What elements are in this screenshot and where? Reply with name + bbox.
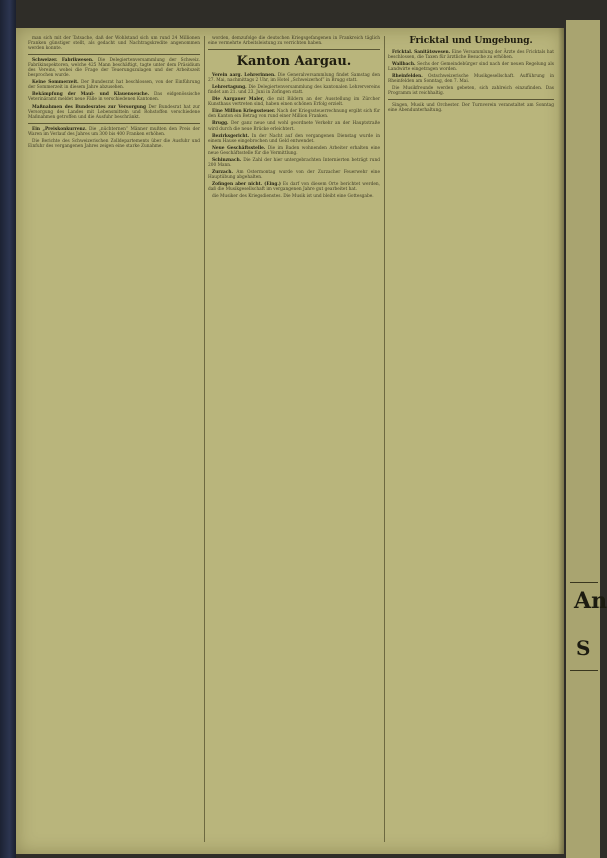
paragraph: [28, 58, 200, 78]
paragraph-heading: Schweizer. Fabrikwesen.: [32, 58, 94, 64]
paragraph-text: Die Delegiertenversammlung der Schweiz. Fabrikinspektoren, welche 425 Mann beschäftigt, tagte unter dem Präsidium des Vereins, wobei die Frage der Teuerungszulagen und der Arbeitszeit besprochen wurde.: [28, 58, 200, 79]
paragraph: [208, 158, 380, 168]
divider: [208, 49, 380, 50]
paragraph-heading: Keine Sommerzeit.: [32, 80, 79, 86]
section-title: Fricktal und Umgebung.: [409, 36, 533, 46]
paragraph-heading: Maßnahmen des Bundesrates zur Versorgung: [32, 104, 146, 110]
paragraph-text: Der Bundesrat hat beschlossen, von der Einführung der Sommerzeit in diesem Jahre abzusehen.: [28, 80, 201, 91]
paragraph: [208, 85, 380, 95]
newspaper-page: [16, 28, 564, 854]
paragraph-heading: Schinznach.: [212, 157, 242, 163]
paragraph-text: Die Zahl der hier untergebrachten Internierten beträgt rund 200 Mann.: [208, 157, 380, 168]
column-rule: [384, 36, 385, 842]
paragraph: [208, 121, 380, 131]
paragraph-text: Der ganz neue und wohl geordnete Verkehr an der Hauptstraße wird durch die neue Brücke erleichtert.: [208, 121, 380, 132]
paragraph: [28, 127, 200, 137]
paragraph-heading: Bezirksgericht.: [212, 133, 249, 139]
paragraph: [28, 92, 200, 102]
paragraph-heading: Wallbach.: [392, 62, 416, 68]
paragraph: [388, 62, 554, 72]
page-fold-shadow: [558, 28, 564, 854]
paragraph-text: die mit Bildern an der Ausstellung im Zürcher Kunsthaus vertreten sind, haben einen schönen Erfolg erzielt.: [208, 97, 380, 108]
divider: [28, 54, 200, 55]
paragraph: worden, demzufolge die deutschen Kriegsgefangenen in Frankreich täglich eine vermehrte Arbeitsleistung zu verrichten haben.: [208, 36, 380, 47]
paragraph-heading: Rheinfelden.: [392, 74, 423, 80]
paragraph-text: In der Nacht auf den vergangenen Dienstag wurde in einem Hause eingebrochen und Geld entwendet.: [208, 133, 380, 144]
paragraph-heading: Ein „Preiskonkurrenz.: [32, 126, 87, 132]
paragraph-text: Sechs der Gemeindebürger sind nach der neuen Regelung als Landwirte eingetragen worden.: [388, 62, 555, 73]
paragraph-text: Die Delegiertenversammlung des kantonalen Lehrervereins findet am 21. und 23. Juni in Zofingen statt.: [208, 85, 381, 96]
paragraph-heading: Verein aarg. Lehrerinnen.: [212, 73, 276, 79]
column-rule: [204, 36, 205, 842]
paragraph: [208, 109, 380, 119]
adjacent-page: [566, 20, 607, 858]
paragraph-heading: Brugg.: [212, 121, 229, 127]
paragraph-heading: Zofingen aber nicht. (Eing.): [212, 181, 281, 187]
paragraph: [388, 50, 554, 60]
paragraph: Die Berichte des Schweizerischen Zolldepartements über die Ausfuhr und Einfuhr des vergangenen Jahres zeigen eine starke Zunahme.: [28, 138, 200, 149]
ad-headline: An: [574, 588, 607, 614]
paragraph-text: Das eidgenössische Veterinäramt meldet neue Fälle in verschiedenen Kantonen.: [28, 92, 200, 103]
paragraph: [208, 97, 380, 107]
column-left: [28, 36, 200, 842]
section-title: Kanton Aargau.: [236, 54, 352, 70]
book-binding: [0, 0, 16, 858]
divider: [388, 99, 554, 100]
paragraph-text: Die Generalversammlung findet Samstag den 27. Mai, nachmittags 2 Uhr, im Hotel „Schweizerhof“ in Brugg statt.: [208, 73, 380, 84]
ad-border: [570, 582, 598, 583]
paragraph: Die Musikfreunde werden gebeten, sich zahlreich einzufinden. Das Programm ist reichhaltig.: [388, 86, 554, 97]
paragraph: Singen, Musik und Orchester. Der Turnverein veranstaltet am Sonntag eine Abendunterhaltung.: [388, 103, 554, 114]
paragraph-heading: Die Aargauer Maler,: [212, 97, 265, 103]
paragraph: [208, 134, 380, 144]
paragraph: [208, 146, 380, 156]
paragraph: man sich mit der Tatsache, daß der Wohlstand sich um rund 24 Millionen Franken günstiger stellt, als gedacht und Nachtragskredite angenommen werden konnte.: [28, 36, 200, 52]
paragraph-text: Am Ostermontag wurde von der Zurzacher Feuerwehr eine Hauptübung abgehalten.: [208, 169, 380, 180]
paragraph-text: Die „nüchternen“ Männer mußten den Preis der Waren im Verlauf des Jahres um 300 bis 400 Franken erhöhen.: [28, 126, 200, 137]
paragraph-heading: Bekämpfung der Maul- und Klauenseuche.: [32, 92, 150, 98]
paragraph-heading: Neue Geschäftsstelle.: [212, 145, 266, 151]
paragraph-text: Der Bundesrat hat zur Versorgung des Landes mit Lebensmitteln und Rohstoffen verschiedene Maßnahmen getroffen und die Ausfuhr beschränkt.: [28, 104, 200, 120]
column-right: [388, 36, 554, 842]
paragraph: [28, 105, 200, 120]
paragraph-text: Es darf von diesem Orte berichtet werden, daß die Musikgesellschaft im vergangenen Jahre gut gearbeitet hat.: [208, 181, 380, 192]
ad-border: [570, 670, 598, 671]
paragraph-heading: Eine Million Kriegssteuer.: [212, 109, 276, 115]
paragraph: [208, 73, 380, 83]
paragraph-text: Ostschweizerische Musikgesellschaft. Aufführung in Rheinfelden am Sonntag, den 7. Mai.: [388, 74, 554, 85]
paragraph: [208, 170, 380, 180]
column-middle: [208, 36, 380, 842]
paragraph-heading: Fricktal. Sanitätswesen.: [392, 50, 451, 55]
paragraph: [28, 80, 200, 90]
paragraph-heading: Lehrertagung.: [212, 85, 247, 91]
paragraph: die Musiker des Kriegsdienstes. Die Musik ist und bleibt eine Gottesgabe.: [212, 194, 374, 200]
paragraph-heading: Zurzach.: [212, 169, 233, 175]
paragraph: [388, 74, 554, 84]
paragraph-text: Eine Versammlung der Ärzte des Fricktals hat beschlossen, die Taxen für ärztliche Besuche zu erhöhen.: [388, 50, 554, 61]
divider: [28, 123, 200, 124]
paragraph-text: Die im Baden wohnenden Arbeiter erhalten eine neue Geschäftsstelle für die Vermittlung.: [208, 145, 381, 156]
paragraph: [208, 182, 380, 192]
paragraph-text: Nach der Kriegssteuerrechnung ergibt sich für den Kanton ein Betrag von rund einer Million Franken.: [208, 109, 381, 120]
ad-headline: S: [576, 636, 591, 660]
